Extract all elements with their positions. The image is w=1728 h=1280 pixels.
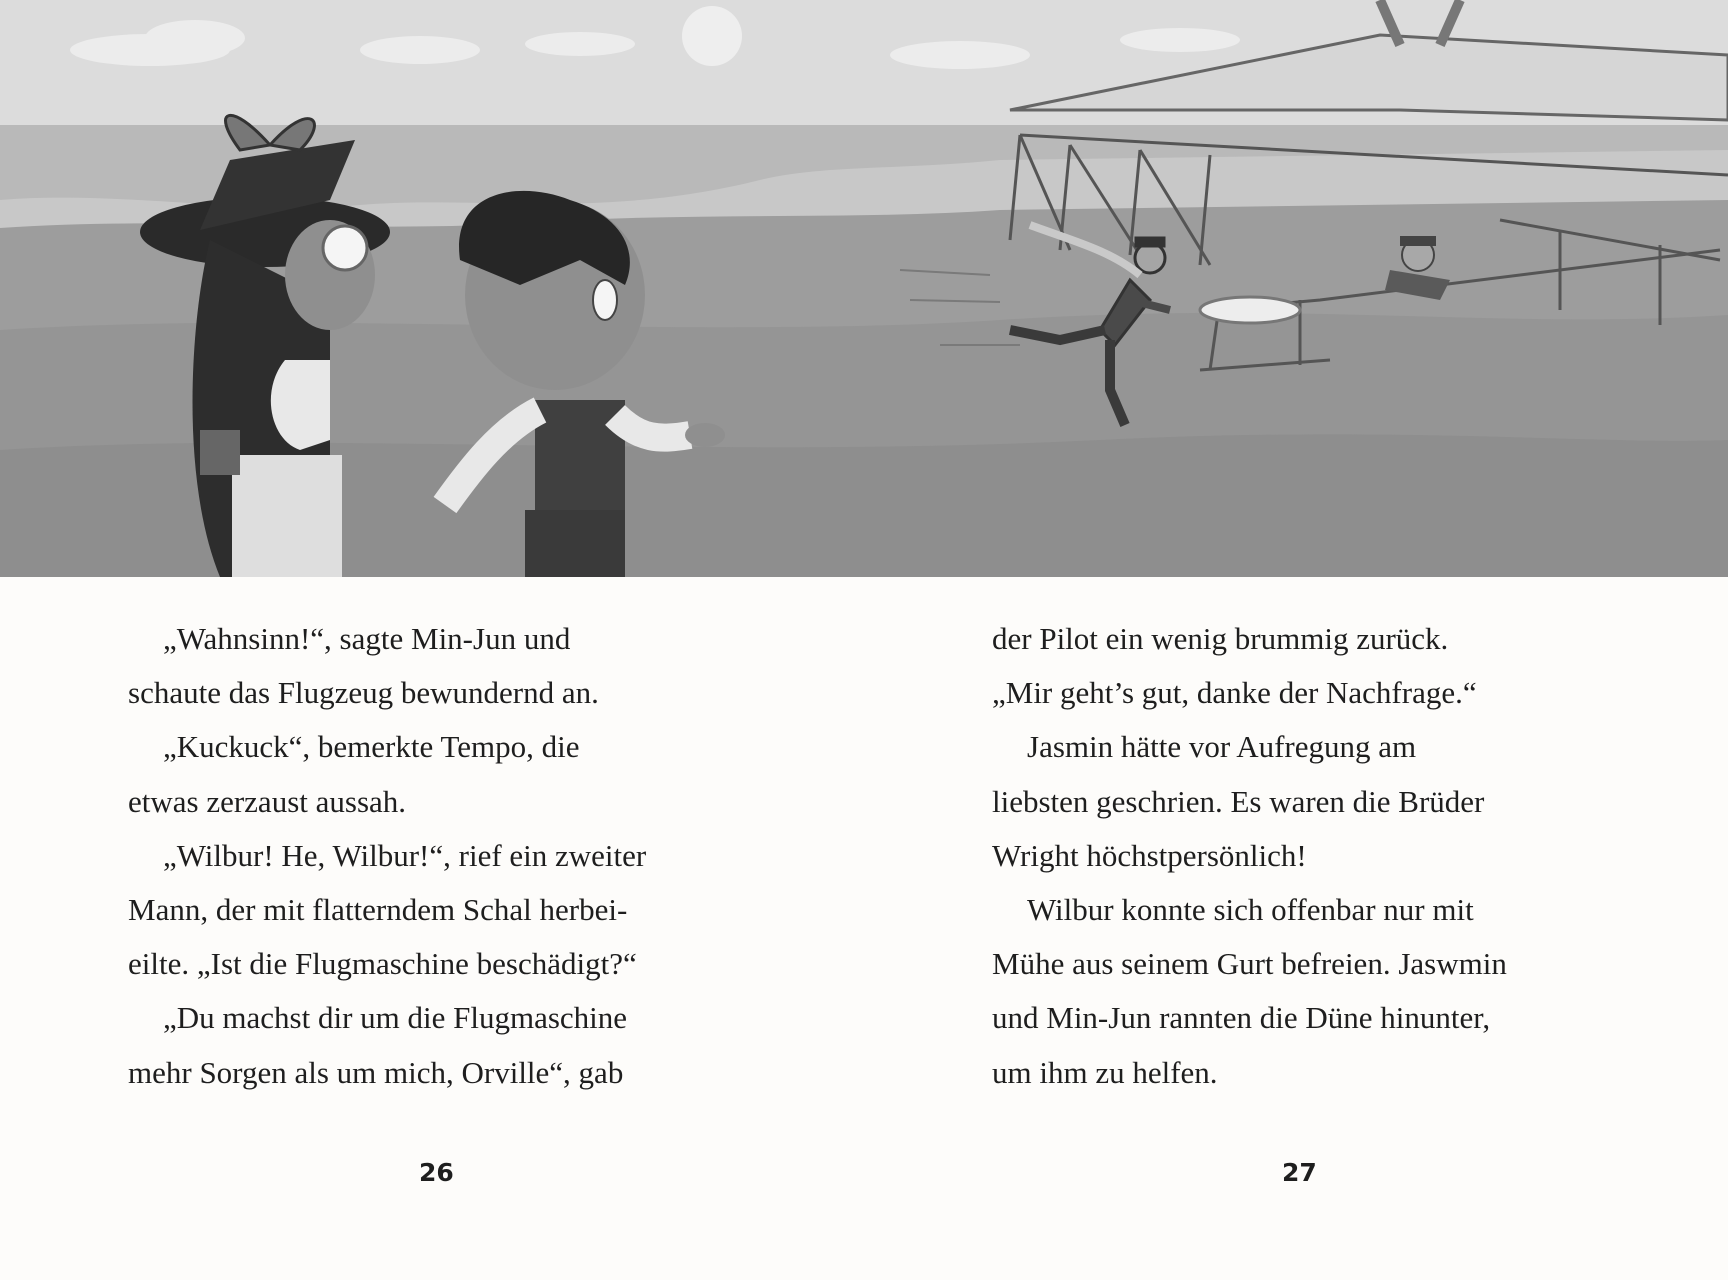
text-line: eilte. „Ist die Flugmaschine beschädigt?“ [128,946,637,982]
text-line: Mann, der mit flatterndem Schal herbei- [128,891,628,927]
page-right-text [992,612,1632,1100]
text-line: „Du machst dir um die Flugmaschine [163,1000,628,1036]
page-number-right: 27 [1282,1158,1317,1187]
text-line: „Kuckuck“, bemerkte Tempo, die [163,729,580,765]
text-line: um ihm zu helfen. [992,1054,1218,1090]
text-line: und Min-Jun rannten die Düne hinunter, [992,1000,1491,1036]
page-left-text [128,612,748,1100]
text-line: Jasmin hätte vor Aufregung am [1027,729,1417,765]
text-line: „Wahnsinn!“, sagte Min-Jun und [163,621,571,656]
text-line: der Pilot ein wenig brummig zurück. [992,621,1449,656]
illustration [0,0,1728,577]
text-line: Wilbur konnte sich offenbar nur mit [1027,891,1474,927]
text-line: liebsten geschrien. Es waren die Brüder [992,783,1485,819]
text-line: „Mir geht’s gut, danke der Nachfrage.“ [992,675,1477,711]
text-line: Mühe aus seinem Gurt befreien. Jaswmin [992,946,1507,982]
text-line: mehr Sorgen als um mich, Orville“, gab [128,1054,624,1090]
page-number-left: 26 [419,1158,454,1187]
text-line: schaute das Flugzeug bewundernd an. [128,675,599,711]
text-line: etwas zerzaust aussah. [128,783,407,819]
text-line: „Wilbur! He, Wilbur!“, rief ein zweiter [163,837,647,873]
text-line: Wright höchstpersönlich! [992,837,1307,873]
sun [682,6,742,66]
